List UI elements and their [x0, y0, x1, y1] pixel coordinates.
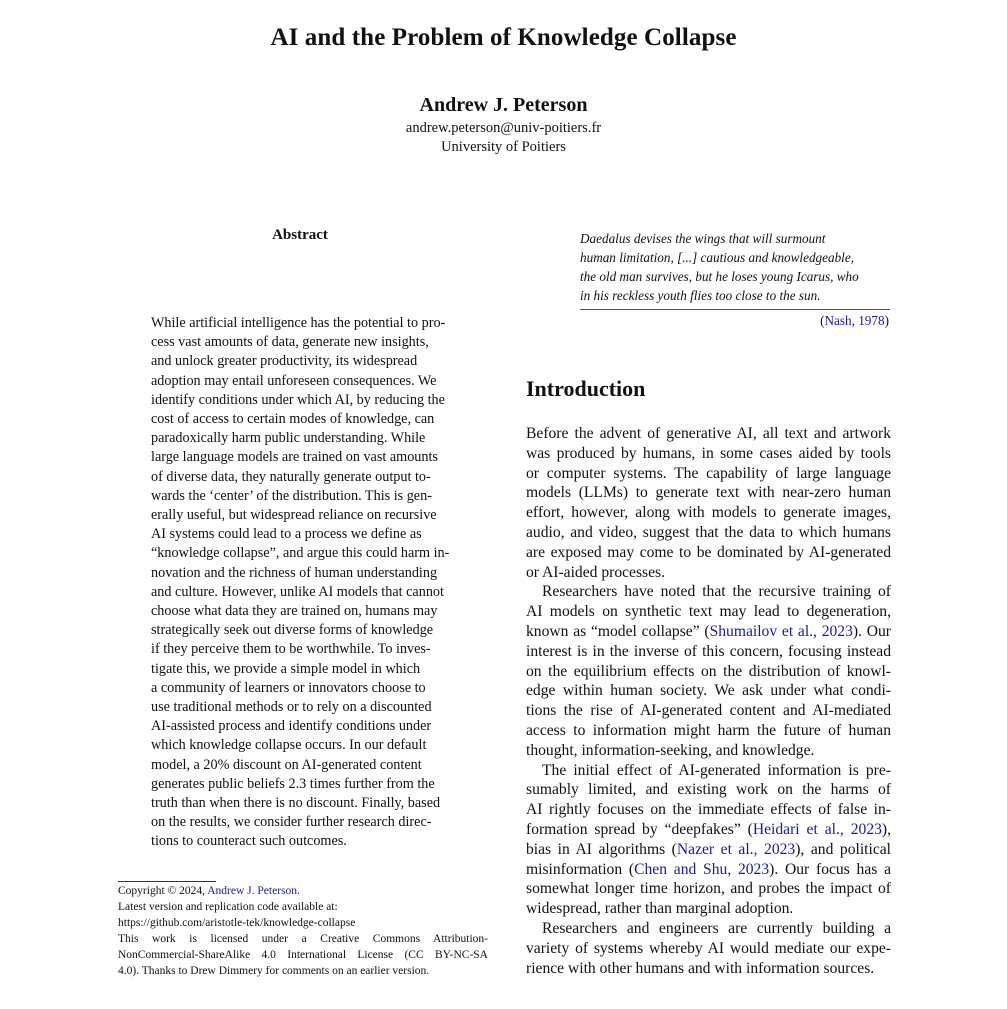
text-line: erally useful, but widespread reliance on recursive [151, 507, 437, 524]
text-line: cess vast amounts of data, generate new insights, [151, 334, 429, 351]
text-line: interest is in the inverse of this concern, focusing instead [526, 642, 891, 660]
text-line: thought, information-seeking, and knowledge. [526, 741, 815, 759]
text-line [526, 860, 891, 880]
text-line: AI models on synthetic text may lead to degeneration, [526, 603, 891, 621]
text-run: misinformation ( [526, 860, 635, 878]
footnote [118, 883, 488, 979]
text-line [526, 840, 891, 860]
text-run: formation spread by “deepfakes” ( [526, 820, 753, 838]
citation-link-chen-shu[interactable]: Chen and Shu, 2023 [634, 860, 770, 878]
text-line: AI systems could lead to a process we define as [151, 526, 422, 543]
abstract-body [151, 314, 453, 852]
footnote-line: NonCommercial-ShareAlike 4.0 International License (CC BY-NC-SA [118, 949, 488, 961]
text-line: which knowledge collapse occurs. In our default [151, 737, 427, 754]
text-line: rience with other humans and with information sources. [526, 959, 875, 977]
footnote-line: 4.0). Thanks to Drew Dimmery for comments on an earlier version. [118, 965, 430, 977]
text-line: models (LLMs) to generate text with near-zero human [526, 484, 891, 502]
text-run: ), and political [795, 840, 891, 858]
text-line: on the results, we consider further research direc- [151, 814, 432, 831]
text-run: ). Our focus has a [769, 860, 891, 878]
text-line: strategically seek out diverse forms of knowledge [151, 622, 434, 639]
footnote-rule [118, 881, 216, 882]
text-line: of diverse data, they naturally generate output to- [151, 468, 431, 485]
footnote-line: Latest version and replication code available at: [118, 901, 338, 913]
text-line: are exposed may come to be dominated by AI-generated [526, 543, 891, 561]
text-line: sumably limited, and existing work on the harms of [526, 781, 891, 799]
text-run: known as “model collapse” ( [526, 622, 710, 640]
copyright-author-link[interactable]: Andrew J. Peterson [207, 885, 297, 897]
author-name: Andrew J. Peterson [419, 94, 588, 116]
text-line: AI rightly focuses on the immediate effects of false in- [526, 801, 891, 819]
text-line: Researchers and engineers are currently building a [542, 919, 891, 937]
text-line: use traditional methods or to rely on a discounted [151, 699, 432, 716]
text-line: if they perceive them to be worthwhile. To inves- [151, 641, 431, 658]
text-line: widespread, rather than marginal adoption. [526, 900, 794, 918]
text-line: or computer systems. The capability of large language [526, 464, 891, 482]
text-line: model, a 20% discount on AI-generated content [151, 756, 422, 773]
text-line: in his reckless youth flies too close to the sun. [580, 288, 821, 303]
epigraph-quote [580, 229, 890, 305]
text-line: paradoxically harm public understanding. While [151, 430, 426, 447]
text-line: on the equilibrium effects on the distribution of knowl- [526, 662, 891, 680]
footnote-copyright [118, 883, 488, 899]
text-line: and culture. However, unlike AI models that cannot [151, 583, 444, 600]
text-line: effort, however, along with models to generate images, [526, 504, 891, 522]
intro-paragraph-2 [526, 582, 891, 760]
text-line [526, 820, 891, 840]
cite-paren: ) [884, 313, 889, 328]
citation-link-heidari[interactable]: Heidari et al., 2023 [752, 820, 882, 838]
author-affiliation: University of Poitiers [441, 139, 566, 155]
intro-paragraph-3 [526, 761, 891, 919]
text-line: wards the ‘center’ of the distribution. This is gen- [151, 487, 432, 504]
text-run: ). Our [852, 622, 892, 640]
footnote-repo-url[interactable]: https://github.com/aristotle-tek/knowledge-collapse [118, 917, 356, 929]
text-line: or AI-aided processes. [526, 563, 665, 581]
text-run: ), [881, 820, 892, 838]
copyright-text: Copyright © 2024, [118, 885, 208, 897]
text-line: novation and the richness of human understanding [151, 564, 438, 581]
text-line: edge within human society. We ask under what condi- [526, 682, 891, 700]
text-line: somewhat longer time horizon, and probes the impact of [526, 880, 891, 898]
text-line: tions to counteract such outcomes. [151, 833, 347, 850]
text-line: a community of learners or innovators choose to [151, 679, 426, 696]
text-line: variety of systems whereby AI would mediate our expe- [526, 939, 891, 957]
intro-paragraph-4 [526, 919, 891, 978]
abstract-heading: Abstract [272, 227, 328, 243]
text-line: cost of access to certain modes of knowledge, can [151, 411, 435, 428]
text-line: the old man survives, but he loses young Icarus, who [580, 269, 859, 284]
text-line: access to information might harm the future of human [526, 721, 891, 739]
text-line: AI-assisted process and identify conditions under [151, 718, 432, 735]
text-run: bias in AI algorithms ( [526, 840, 677, 858]
paper-title: AI and the Problem of Knowledge Collapse [270, 24, 737, 51]
citation-link-nazer[interactable]: Nazer et al., 2023 [676, 840, 796, 858]
citation-link-shumailov[interactable]: Shumailov et al., 2023 [709, 622, 853, 640]
text-line: was produced by humans, in some cases aided by tools [526, 444, 891, 462]
text-line: While artificial intelligence has the potential to pro- [151, 315, 446, 331]
text-line: Daedalus devises the wings that will surmount [580, 231, 826, 246]
text-line: and unlock greater productivity, its widespread [151, 353, 418, 370]
text-line: large language models are trained on vast amounts [151, 449, 438, 466]
text-line: choose what data they are trained on, humans may [151, 603, 438, 620]
copyright-suffix: . [297, 885, 300, 897]
text-line: Researchers have noted that the recursive training of [542, 583, 891, 601]
text-line: truth than when there is no discount. Finally, based [151, 795, 441, 812]
introduction-body [526, 424, 891, 978]
epigraph-rule [580, 309, 890, 310]
text-line: tions the rise of AI-generated content and AI-mediated [526, 702, 891, 720]
cite-paren: ( [820, 313, 825, 328]
text-line: adoption may entail unforeseen consequences. We [151, 372, 437, 389]
author-email: andrew.peterson@univ-poitiers.fr [405, 120, 602, 136]
epigraph-citation [580, 313, 889, 329]
citation-link-nash[interactable]: Nash, 1978 [824, 313, 885, 328]
text-line: audio, and video, suggest that the data to which humans [526, 523, 891, 541]
footnote-line: This work is licensed under a Creative Commons Attribution- [118, 933, 488, 945]
section-heading-introduction: Introduction [526, 376, 646, 401]
text-line: tigate this, we provide a simple model in which [151, 660, 421, 677]
text-line: identify conditions under which AI, by reducing the [151, 391, 445, 408]
text-line: human limitation, [...] cautious and knowledgeable, [580, 250, 854, 265]
text-line [526, 622, 891, 642]
text-line: generates public beliefs 2.3 times further from the [151, 775, 435, 792]
text-line: Before the advent of generative AI, all text and artwork [526, 425, 891, 442]
intro-paragraph-1 [526, 424, 891, 582]
text-line: The initial effect of AI-generated information is pre- [542, 761, 891, 779]
text-line: “knowledge collapse”, and argue this could harm in- [151, 545, 450, 562]
